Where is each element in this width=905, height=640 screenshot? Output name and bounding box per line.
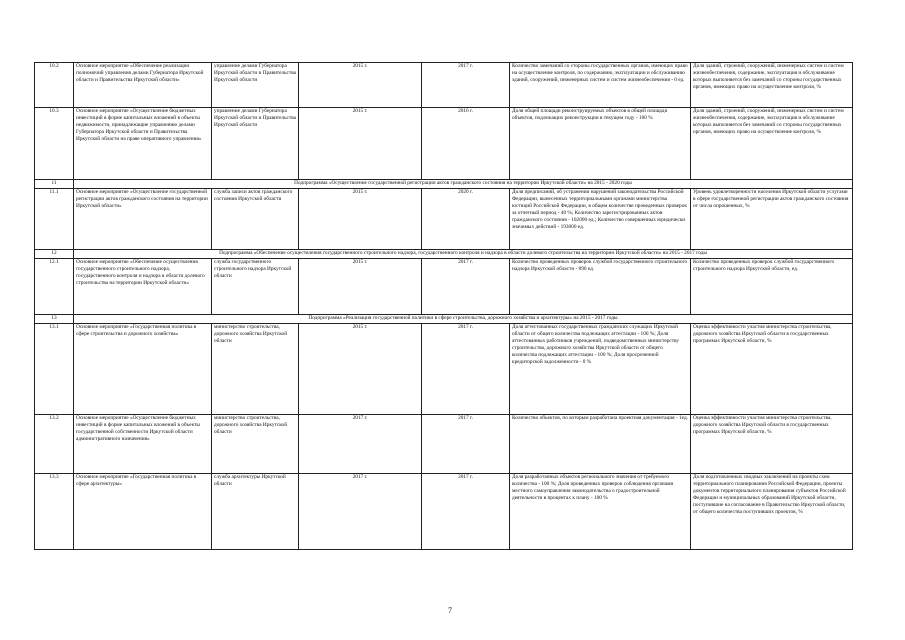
result-indicator: Доля зданий, строений, сооружений, инженерных систем и систем жизнеобеспечения, содержание, эксплуатация и обслуживание которых выполняется без замечаний со стороны государственных органов, имеющих право на осуществление контроля, % bbox=[691, 108, 853, 180]
indicator-values: Доля разработанных объектов регионального значения от требуемого количества - 100 %; Доля проведенных проверок соблюдения органами местного самоуправления законодательства о градостроительной деятельности в процентах к плану - 100 % bbox=[510, 474, 691, 550]
end-year: 2017 г. bbox=[422, 474, 510, 550]
start-year: 2017 г. bbox=[299, 415, 422, 474]
row-number: 10.2 bbox=[35, 63, 74, 108]
start-year: 2017 г. bbox=[299, 474, 422, 550]
result-indicator: Доля зданий, строений, сооружений, инженерных систем и систем жизнеобеспечения, содержание, эксплуатация и обслуживание которых выполняется без замечаний со стороны государственных органов, имеющих право на осуществление контроля, % bbox=[691, 63, 853, 108]
start-year: 2015 г. bbox=[299, 259, 422, 315]
end-year: 2017 г. bbox=[422, 415, 510, 474]
activity-name: Основное мероприятие «Осуществление государственной регистрации актов гражданского состояния на территории Иркутской области» bbox=[74, 189, 212, 250]
executor-name: служба записи актов гражданского состояния Иркутской области bbox=[212, 189, 299, 250]
executor-name: управление делами Губернатора Иркутской области и Правительства Иркутской области bbox=[212, 63, 299, 108]
result-indicator: Оценка эффективности участия министерства строительства, дорожного хозяйства Иркутской области в государственных программах Иркутской области, % bbox=[691, 324, 853, 415]
executor-name: министерство строительства, дорожного хозяйства Иркутской области bbox=[212, 415, 299, 474]
row-number: 13.2 bbox=[35, 415, 74, 474]
start-year: 2015 г. bbox=[299, 189, 422, 250]
program-table bbox=[34, 62, 853, 550]
executor-name: служба государственного строительного надзора Иркутской области bbox=[212, 259, 299, 315]
row-number: 13.1 bbox=[35, 324, 74, 415]
row-number: 10.3 bbox=[35, 108, 74, 180]
result-indicator: Уровень удовлетворенности населения Иркутской области услугами в сфере государственной регистрации актов гражданского состояния от числа опрошенных, % bbox=[691, 189, 853, 250]
activity-name: Основное мероприятие «Осуществление бюджетных инвестиций в форме капитальных вложений в объекты недвижимости, принадлежащие управлению делами Губернатора Иркутской области и Правительства Иркутской области на праве оперативного управления» bbox=[74, 108, 212, 180]
row-number: 12.1 bbox=[35, 259, 74, 315]
activity-name: Основное мероприятие «Обеспечение реализации полномочий управления делами Губернатора Иркутской области и Правительства Иркутской области» bbox=[74, 63, 212, 108]
indicator-values: Количество замечаний со стороны государственных органов, имеющих право на осуществление контроля, по содержанию, эксплуатации и обслуживанию зданий, сооружений, инженерных систем и систем жизнеобеспечения - 0 ед. bbox=[510, 63, 691, 108]
page-number: 7 bbox=[448, 606, 452, 615]
activity-name: Основное мероприятие «Государственная политика в сфере архитектуры» bbox=[74, 474, 212, 550]
table-row bbox=[35, 324, 853, 415]
end-year: 2017 г. bbox=[422, 324, 510, 415]
subprogram-title: Подпрограмма «Обеспечение осуществления государственного строительного надзора, государственного контроля и надзора в области долевого строительства на территории Иркутской области» на 2015 - 2017 годы bbox=[74, 250, 853, 259]
executor-name: управление делами Губернатора Иркутской области и Правительства Иркутской области bbox=[212, 108, 299, 180]
activity-name: Основное мероприятие «Государственная политика в сфере строительства и дорожного хозяйства» bbox=[74, 324, 212, 415]
indicator-values: Количество проведенных проверок службой государственного строительного надзора Иркутской области - 890 ед. bbox=[510, 259, 691, 315]
result-indicator: Количество проведенных проверок службой государственного строительного надзора Иркутской области, ед. bbox=[691, 259, 853, 315]
subprogram-row bbox=[35, 250, 853, 259]
row-number: 11.1 bbox=[35, 189, 74, 250]
subprogram-row bbox=[35, 180, 853, 189]
subprogram-number: 12 bbox=[35, 250, 74, 259]
end-year: 2017 г. bbox=[422, 63, 510, 108]
activity-name: Основное мероприятие «Обеспечение осуществления государственного строительного надзора, государственного контроля и надзора в области долевого строительства на территории Иркутской области» bbox=[74, 259, 212, 315]
indicator-values: Доля общей площади реконструируемых объектов в общей площади объектов, подлежащих реконструкции в текущем году - 100 % bbox=[510, 108, 691, 180]
table-row bbox=[35, 189, 853, 250]
start-year: 2015 г. bbox=[299, 63, 422, 108]
executor-name: министерство строительства, дорожного хозяйства Иркутской области bbox=[212, 324, 299, 415]
start-year: 2015 г. bbox=[299, 324, 422, 415]
table-row bbox=[35, 259, 853, 315]
executor-name: служба архитектуры Иркутской области bbox=[212, 474, 299, 550]
result-indicator: Оценка эффективности участия министерства строительства, дорожного хозяйства Иркутской области в государственных программах Иркутской области, % bbox=[691, 415, 853, 474]
table-row bbox=[35, 63, 853, 108]
activity-name: Основное мероприятие «Осуществление бюджетных инвестиций в форме капитальных вложений в объекты государственной собственности Иркутской области административного назначения» bbox=[74, 415, 212, 474]
table-row bbox=[35, 474, 853, 550]
subprogram-title: Подпрограмма «Реализация государственной политики в сфере строительства, дорожного хозяйства и архитектуры» на 2015 - 2017 годы bbox=[74, 315, 853, 324]
end-year: 2017 г. bbox=[422, 259, 510, 315]
end-year: 2020 г. bbox=[422, 189, 510, 250]
subprogram-title: Подпрограмма «Осуществление государственной регистрации актов гражданского состояния на территории Иркутской области» на 2015 - 2020 годы bbox=[74, 180, 853, 189]
row-number: 13.3 bbox=[35, 474, 74, 550]
table-row bbox=[35, 415, 853, 474]
subprogram-row bbox=[35, 315, 853, 324]
program-table-body bbox=[35, 63, 853, 550]
indicator-values: Количество объектов, по которым разработана проектная документация - 1ед. bbox=[510, 415, 691, 474]
result-indicator: Доля подготовленных сводных заключений на проекты схем территориального планирования Российской Федерации, проекты документов территориального планирования субъектов Российской Федерации и муниципальных образований Иркутской области, поступившие на согласование в Правительство Иркутской области, от общего количества поступивших проектов, % bbox=[691, 474, 853, 550]
subprogram-number: 11 bbox=[35, 180, 74, 189]
indicator-values: Доля предписаний, об устранении нарушений законодательства Российской Федерации, вынесенных территориальными органами министерства юстиций Российской Федерации, в общем количестве проведенных проверок за отчетный период - 40 %; Количество зарегистрированных актов гражданского состояния - 102000 ед.; Количество совершенных юридически значимых действий - 193000 ед. bbox=[510, 189, 691, 250]
start-year: 2015 г. bbox=[299, 108, 422, 180]
table-row bbox=[35, 108, 853, 180]
subprogram-number: 13 bbox=[35, 315, 74, 324]
indicator-values: Доля аттестованных государственных гражданских служащих Иркутской области от общего количества подлежащих аттестации - 100 %; Доля аттестованных работников учреждений, подведомственных министерству строительства, дорожного хозяйства Иркутской области от общего количества подлежащих аттестации - 100 %; Доля просроченной кредиторской задолженности - 0 % bbox=[510, 324, 691, 415]
end-year: 2016 г. bbox=[422, 108, 510, 180]
